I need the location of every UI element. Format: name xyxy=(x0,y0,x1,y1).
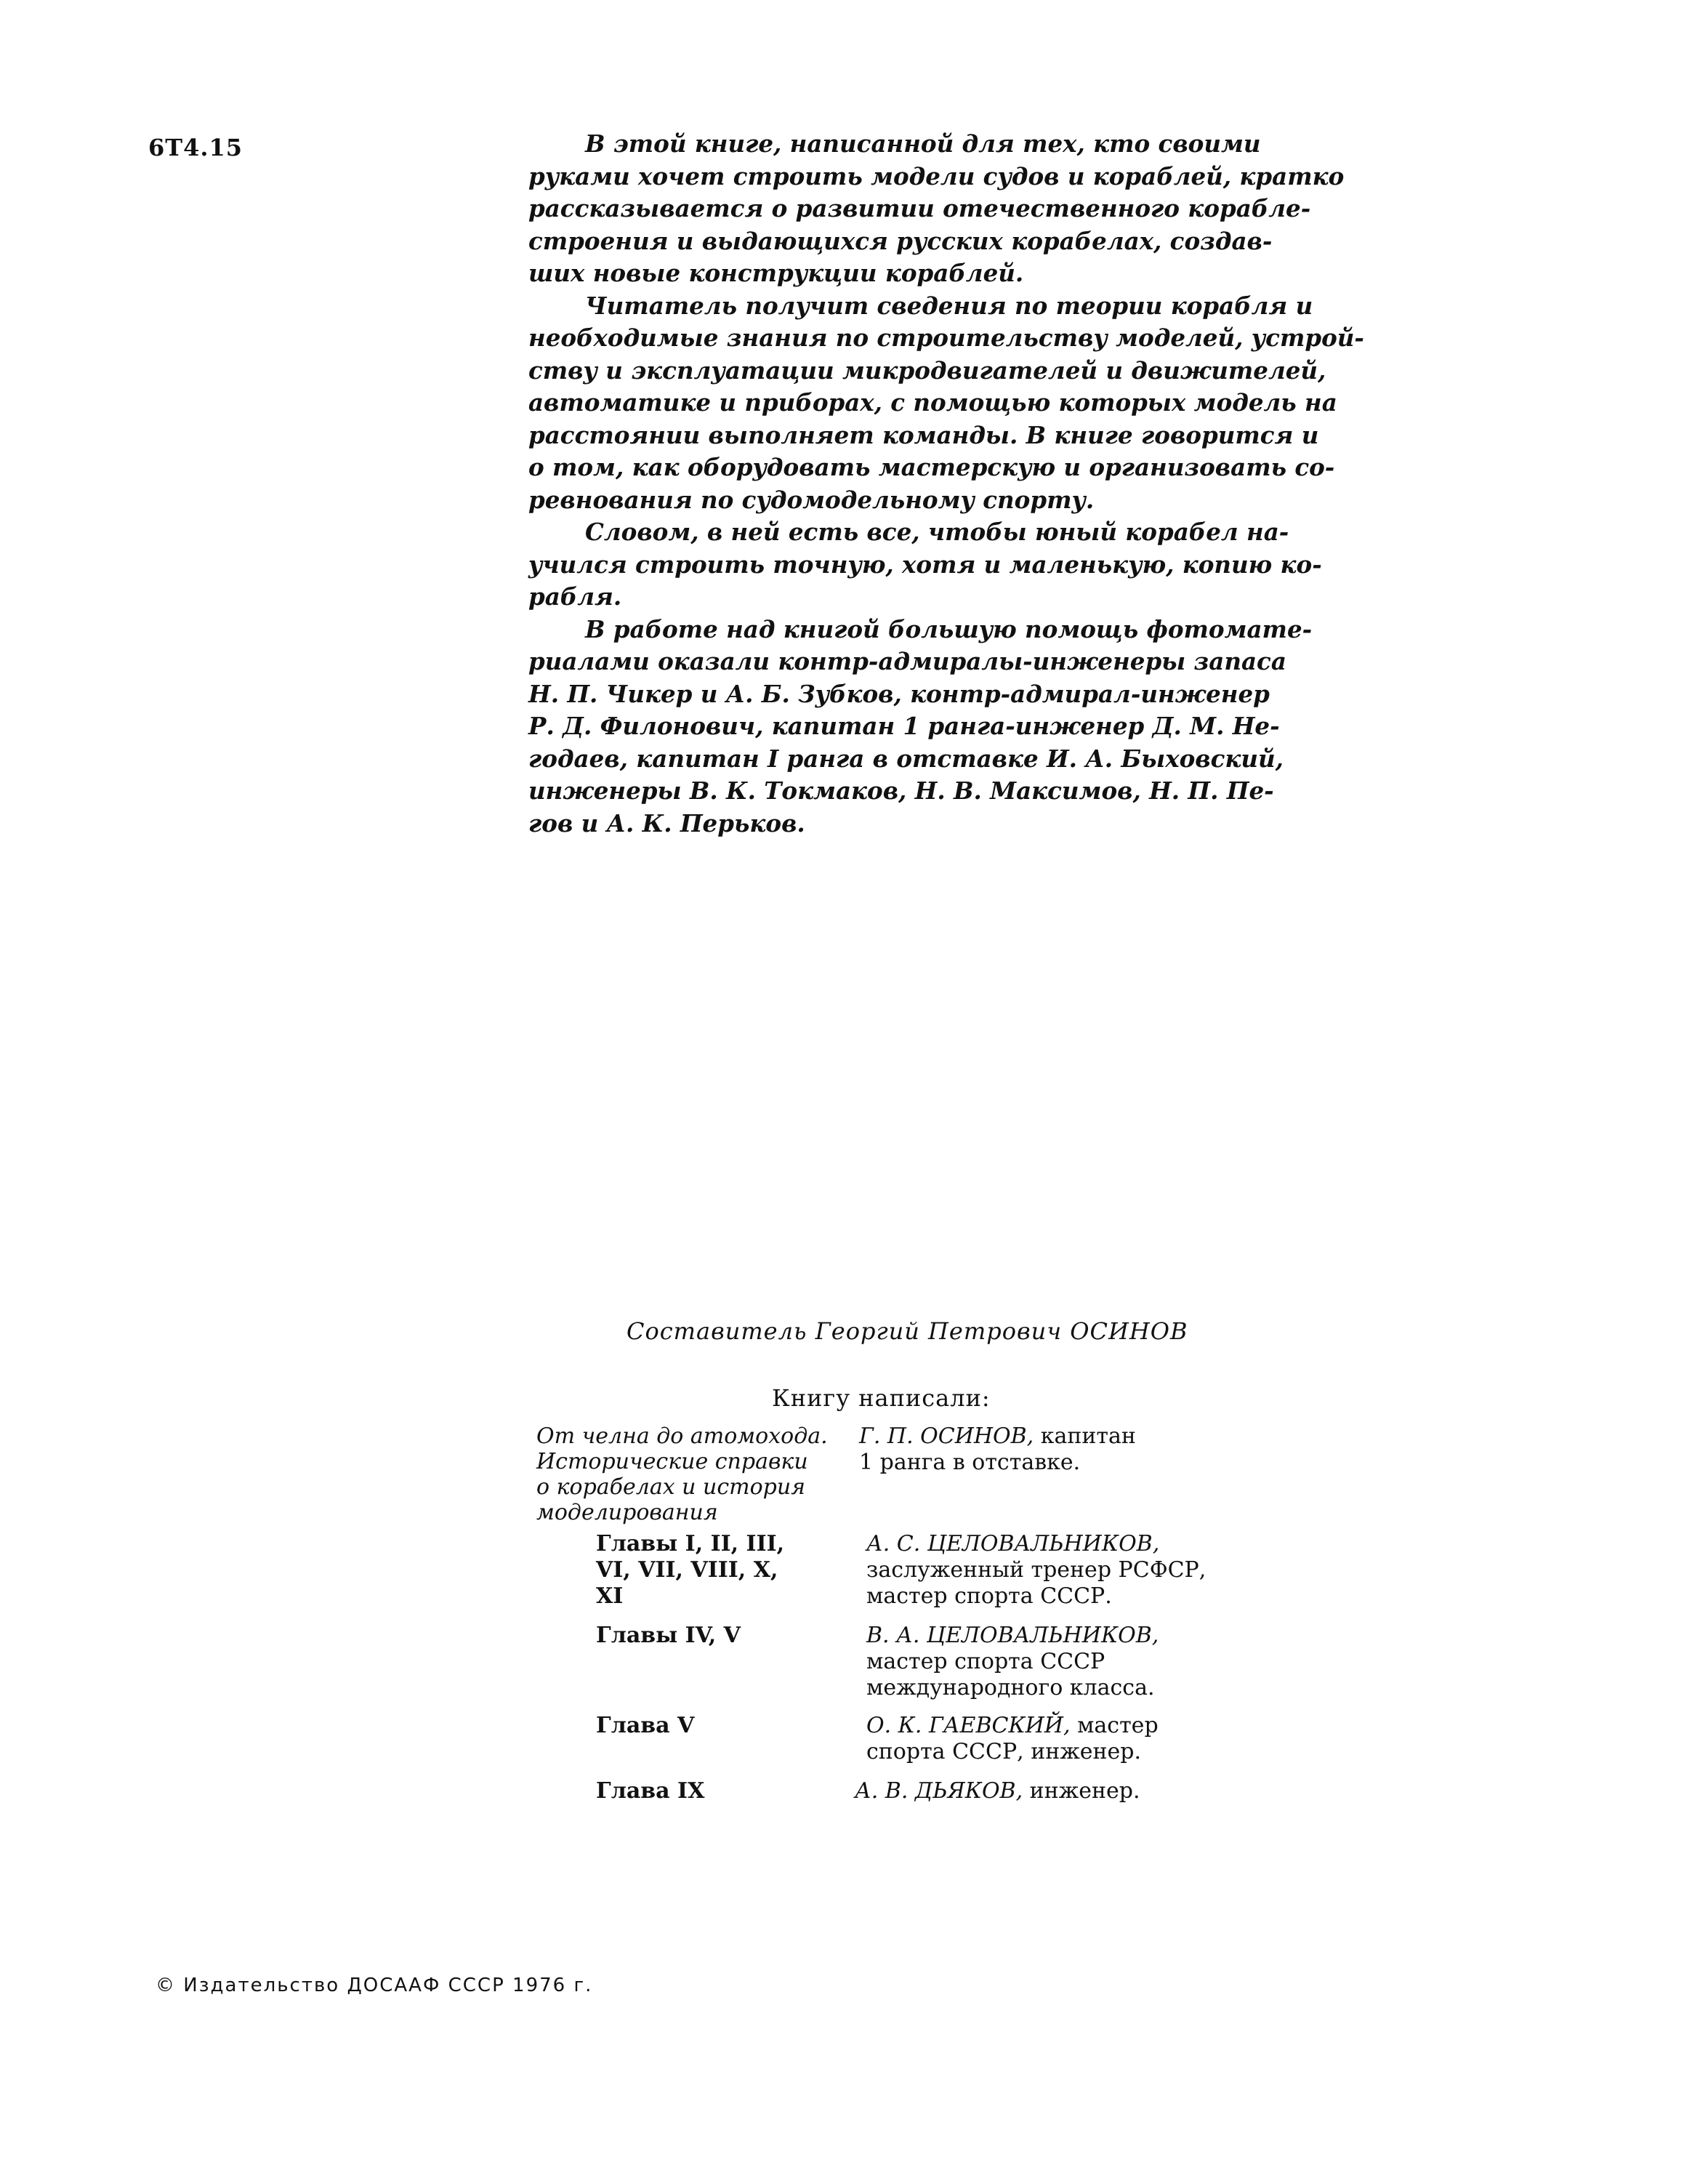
abstract-line: инженеры В. К. Токмаков, Н. В. Максимов, Н. П. Пе- xyxy=(528,776,1274,805)
abstract-line: Н. П. Чикер и А. Б. Зубков, контр-адмирал-инженер xyxy=(528,679,1270,708)
abstract-line: расстоянии выполняет команды. В книге говорится и xyxy=(528,420,1319,449)
abstract-line: рабля. xyxy=(528,582,622,611)
abstract-line: В работе над книгой большую помощь фотомате- xyxy=(585,614,1313,643)
author-name: О. К. ГАЕВСКИЙ, xyxy=(866,1713,1071,1738)
abstract-line: необходимые знания по строительству моделей, устрой- xyxy=(528,324,1364,352)
abstract-line: Читатель получит сведения по теории корабля и xyxy=(585,291,1313,320)
author-name: А. С. ЦЕЛОВАЛЬНИКОВ, xyxy=(866,1531,1160,1557)
author-name: В. А. ЦЕЛОВАЛЬНИКОВ, xyxy=(866,1623,1159,1648)
author-v-tselovalnikov: В. А. ЦЕЛОВАЛЬНИКОВ, мастер спорта СССР международного класса. xyxy=(866,1623,1159,1700)
abstract-line: Р. Д. Филонович, капитан 1 ранга-инженер Д. М. Не- xyxy=(528,712,1280,740)
author-name: Г. П. ОСИНОВ, xyxy=(859,1423,1034,1449)
abstract-line: руками хочет строить модели судов и кораблей, кратко xyxy=(528,161,1345,190)
compiler-line: Составитель Георгий Петрович ОСИНОВ xyxy=(627,1317,1188,1345)
abstract-line: рассказывается о развитии отечественного корабле- xyxy=(528,194,1311,222)
abstract-line: учился строить точную, хотя и маленькую, копию ко- xyxy=(528,550,1322,579)
author-a-tselovalnikov: А. С. ЦЕЛОВАЛЬНИКОВ, заслуженный тренер РСФСР, мастер спорта СССР. xyxy=(866,1531,1207,1609)
abstract-line: о том, как оборудовать мастерскую и организовать со- xyxy=(528,453,1335,481)
author-osinov: Г. П. ОСИНОВ, капитан 1 ранга в отставке. xyxy=(859,1423,1136,1475)
abstract-line: ству и эксплуатации микродвигателей и движителей, xyxy=(528,356,1326,385)
topic-history xyxy=(536,1423,856,1525)
topic-line: моделирования xyxy=(536,1500,718,1525)
author-gaevsky: О. К. ГАЕВСКИЙ, мастер спорта СССР, инженер. xyxy=(866,1713,1159,1764)
author-dyakov: А. В. ДЬЯКОВ, инженер. xyxy=(855,1778,1140,1804)
abstract-line: ших новые конструкции кораблей. xyxy=(528,259,1024,287)
chapters-group-2: Главы IV, V xyxy=(596,1623,741,1648)
udc-code: 6Т4.15 xyxy=(148,134,243,161)
chapters-group-3: Глава V xyxy=(596,1713,695,1738)
topic-line: От челна до атомохода. xyxy=(536,1423,828,1449)
abstract-line: риалами оказали контр-адмиралы-инженеры запаса xyxy=(528,647,1286,675)
chapters-group-1: Главы I, II, III, VI, VII, VIII, X, XI xyxy=(596,1531,785,1609)
abstract-line: автоматике и приборах, с помощью которых модель на xyxy=(528,388,1337,417)
abstract-line: гов и А. К. Перьков. xyxy=(528,808,805,838)
chapters-group-4: Глава IX xyxy=(596,1778,705,1804)
abstract-line: строения и выдающихся русских корабелах, создав- xyxy=(528,226,1273,255)
abstract-line: В этой книге, написанной для тех, кто своими xyxy=(585,129,1261,158)
abstract-line: Словом, в ней есть все, чтобы юный корабел на- xyxy=(585,518,1289,546)
topic-line: Исторические справки xyxy=(536,1449,808,1474)
abstract-line: годаев, капитан I ранга в отставке И. А. Быховский, xyxy=(528,744,1284,773)
author-name: А. В. ДЬЯКОВ, xyxy=(855,1778,1023,1804)
topic-line: о корабелах и история xyxy=(536,1474,806,1500)
written-by-heading: Книгу написали: xyxy=(772,1384,991,1412)
copyright-line: © Издательство ДОСААФ СССР 1976 г. xyxy=(156,1975,593,1996)
abstract-line: ревнования по судомодельному спорту. xyxy=(528,485,1095,514)
